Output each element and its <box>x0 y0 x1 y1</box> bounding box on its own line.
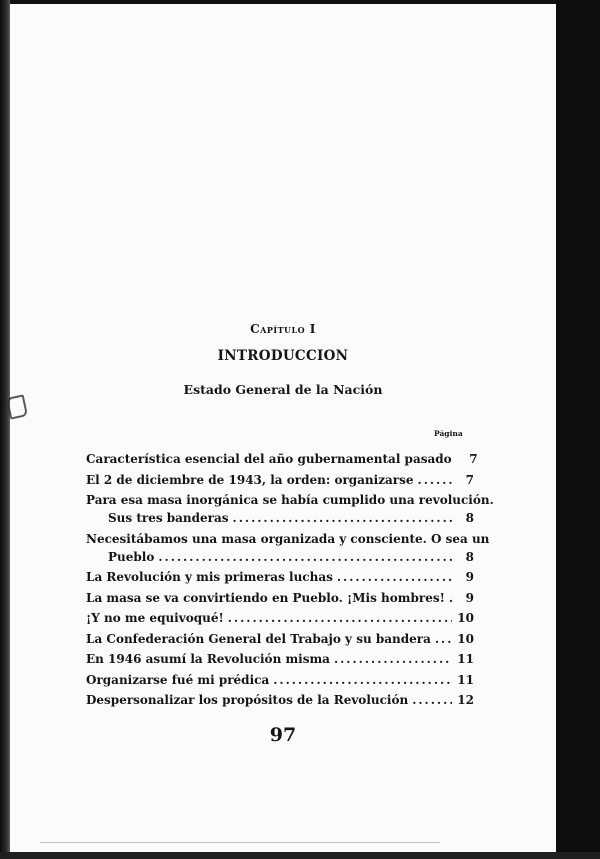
toc-entry-title: Necesitábamos una masa organizada y consciente. O sea un <box>86 531 490 546</box>
toc-entry <box>86 671 474 689</box>
toc-entry-page: 10 <box>457 631 474 646</box>
toc-entry-page: 10 <box>457 611 474 625</box>
book-binding-edge <box>0 0 10 859</box>
toc-entry <box>86 650 474 668</box>
toc-leader-dots <box>273 671 452 689</box>
toc-entry-page: 11 <box>457 652 474 666</box>
toc-entry <box>86 450 478 468</box>
page-column-header: Página <box>434 429 463 438</box>
toc-leader-dots <box>412 691 452 709</box>
toc-line <box>86 471 474 489</box>
toc-entry-title: Despersonalizar los propósitos de la Revolución <box>86 693 409 707</box>
toc-entry <box>86 568 474 586</box>
toc-entry <box>86 471 474 489</box>
toc-entry <box>86 609 474 627</box>
toc-entry-title: Característica esencial del año gubernamental pasado <box>86 452 452 466</box>
toc-entry-title: En 1946 asumí la Revolución misma <box>86 652 330 666</box>
toc-line <box>86 650 474 668</box>
toc-line <box>86 691 474 709</box>
toc-line <box>86 530 490 548</box>
toc-entry <box>86 530 490 566</box>
chapter-label: Capítulo I <box>250 322 316 336</box>
toc-entry-page: 12 <box>457 693 474 707</box>
toc-entry-page: 8 <box>465 549 474 564</box>
toc-entry-title: La masa se va convirtiendo en Pueblo. ¡Mis hombres! <box>86 590 445 605</box>
toc-entry-title: Sus tres banderas <box>108 511 229 525</box>
toc-entry <box>86 691 474 709</box>
toc-leader-dots <box>228 609 452 627</box>
toc-leader-dots <box>158 548 452 566</box>
toc-leader-dots <box>418 471 452 489</box>
toc-line <box>86 548 474 566</box>
toc-entry-title: El 2 de diciembre de 1943, la orden: organizarse <box>86 472 414 487</box>
toc-entry <box>86 630 474 648</box>
page-bottom-rule <box>40 842 440 843</box>
toc-entry <box>86 589 474 607</box>
toc-leader-dots <box>337 568 452 586</box>
toc-entry-title: Para esa masa inorgánica se había cumplido una revolución. <box>86 493 494 507</box>
toc-line <box>86 491 494 509</box>
chapter-subtitle: Estado General de la Nación <box>183 382 383 397</box>
toc-entry-page: 9 <box>465 570 474 584</box>
toc-entry <box>86 491 494 527</box>
chapter-title: INTRODUCCION <box>217 348 349 364</box>
toc-entry-title: Pueblo <box>108 549 155 564</box>
toc-entry-page: 9 <box>465 590 474 605</box>
toc-leader-dots <box>233 509 452 527</box>
toc-entry-page: 7 <box>469 452 478 466</box>
page-number: 97 <box>269 724 297 746</box>
toc-line <box>86 568 474 586</box>
toc-line <box>86 589 474 607</box>
scan-border-bottom <box>0 852 600 859</box>
toc-leader-dots <box>449 589 452 607</box>
toc-line <box>86 671 474 689</box>
toc-entry-title: La Revolución y mis primeras luchas <box>86 570 333 584</box>
toc-line <box>86 509 474 527</box>
toc-entry-page: 11 <box>457 672 474 687</box>
toc-entry-title: La Confederación General del Trabajo y su bandera <box>86 631 431 646</box>
toc-entry-title: ¡Y no me equivoqué! <box>86 611 224 625</box>
scan-border-right <box>556 0 600 859</box>
toc-line <box>86 630 474 648</box>
toc-entry-page: 7 <box>465 472 474 487</box>
toc-line <box>86 450 478 468</box>
toc-entry-page: 8 <box>465 511 474 525</box>
toc-line <box>86 609 474 627</box>
toc-entry-title: Organizarse fué mi prédica <box>86 672 270 687</box>
toc-leader-dots <box>334 650 452 668</box>
toc-leader-dots <box>435 630 452 648</box>
table-of-contents <box>86 450 494 712</box>
book-page <box>10 4 556 852</box>
